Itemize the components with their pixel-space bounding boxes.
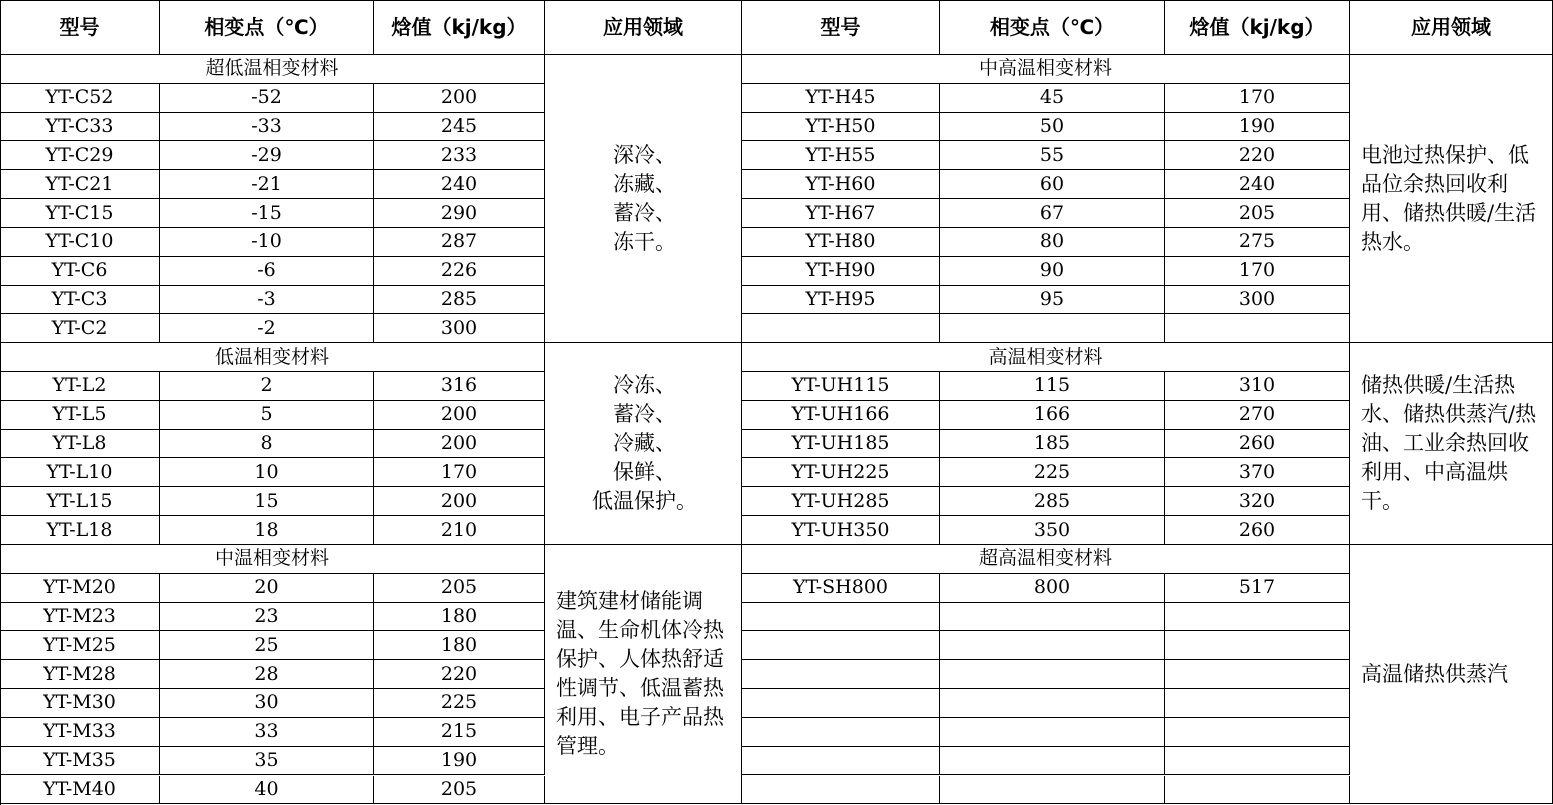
table-cell-text: 10 — [254, 460, 279, 483]
table-cell[interactable] — [1165, 199, 1350, 228]
table-cell[interactable] — [1165, 516, 1350, 545]
table-cell-text: YT-SH800 — [792, 576, 889, 599]
table-cell-text: 33 — [254, 720, 279, 743]
table-cell[interactable] — [940, 718, 1165, 747]
table-cell[interactable] — [940, 487, 1165, 516]
table-cell-text: 67 — [1039, 201, 1065, 224]
table-cell[interactable] — [160, 257, 374, 286]
table-cell-text: 220 — [1238, 143, 1276, 166]
table-cell[interactable] — [0, 170, 160, 199]
table-cell[interactable] — [0, 487, 160, 516]
table-cell-text: 517 — [1238, 576, 1276, 599]
table-cell[interactable] — [1165, 84, 1350, 113]
table-cell[interactable] — [374, 574, 545, 603]
table-cell[interactable] — [160, 113, 374, 142]
table-cell-text: YT-H50 — [805, 115, 876, 138]
table-cell-text: YT-UH115 — [791, 374, 890, 397]
table-cell-text: YT-C3 — [51, 287, 108, 310]
table-cell-text: 20 — [254, 576, 279, 599]
table-cell-text: YT-M23 — [43, 604, 116, 627]
table-cell-text: -33 — [251, 115, 282, 138]
table-cell[interactable] — [742, 199, 940, 228]
table-cell[interactable] — [940, 603, 1165, 632]
group-title-text: 高温相变材料 — [988, 345, 1103, 368]
table-cell[interactable] — [940, 776, 1165, 805]
table-cell[interactable] — [160, 401, 374, 430]
application-cell[interactable] — [545, 55, 742, 343]
table-cell-text: YT-L2 — [52, 374, 107, 397]
table-cell-text: YT-L8 — [52, 432, 107, 455]
table-cell-text: 35 — [254, 749, 279, 772]
table-cell[interactable] — [742, 401, 940, 430]
table-cell-text: 170 — [1238, 86, 1276, 109]
table-cell-text: YT-M28 — [43, 662, 116, 685]
table-cell-text: YT-M20 — [43, 576, 116, 599]
table-cell[interactable] — [1165, 631, 1350, 660]
table-cell[interactable] — [0, 458, 160, 487]
table-cell[interactable] — [374, 458, 545, 487]
table-cell-text: 15 — [254, 489, 279, 512]
table-cell-text: 30 — [254, 691, 279, 714]
group-title-text: 超高温相变材料 — [978, 547, 1112, 570]
table-cell-text: YT-C52 — [45, 86, 114, 109]
table-cell[interactable] — [374, 170, 545, 199]
table-cell[interactable] — [742, 430, 940, 459]
table-cell[interactable] — [374, 199, 545, 228]
table-cell[interactable] — [1165, 286, 1350, 315]
application-cell-text: 电池过热保护、低品位余热回收利用、储热供暖/生活热水。 — [1361, 142, 1537, 254]
table-cell[interactable] — [1165, 430, 1350, 459]
table-cell-text: YT-H45 — [805, 86, 876, 109]
table-cell[interactable] — [1165, 141, 1350, 170]
table-cell[interactable] — [940, 747, 1165, 776]
table-cell[interactable] — [940, 314, 1165, 343]
table-cell[interactable] — [374, 660, 545, 689]
table-cell[interactable] — [940, 372, 1165, 401]
table-cell-text: 200 — [440, 489, 478, 512]
table-cell[interactable] — [1165, 487, 1350, 516]
table-cell-text: -52 — [251, 86, 282, 109]
table-cell[interactable] — [742, 718, 940, 747]
table-cell[interactable] — [940, 689, 1165, 718]
table-cell[interactable] — [0, 113, 160, 142]
table-cell[interactable] — [374, 487, 545, 516]
table-cell-text: 5 — [260, 403, 273, 426]
table-cell-text: YT-C6 — [51, 259, 108, 282]
table-cell[interactable] — [742, 747, 940, 776]
table-cell-text: YT-C10 — [45, 230, 114, 253]
table-cell-text: 205 — [1238, 201, 1276, 224]
table-cell[interactable] — [940, 286, 1165, 315]
table-cell-text: 210 — [440, 518, 478, 541]
table-cell-text: YT-M40 — [43, 777, 116, 800]
table-cell-text: 233 — [440, 143, 478, 166]
table-cell-text: 40 — [254, 777, 279, 800]
table-cell-text: 2 — [260, 374, 273, 397]
table-cell-text: 225 — [1033, 460, 1071, 483]
table-cell[interactable] — [0, 574, 160, 603]
table-cell[interactable] — [374, 228, 545, 257]
table-cell[interactable] — [742, 257, 940, 286]
table-cell[interactable] — [940, 458, 1165, 487]
table-cell[interactable] — [940, 199, 1165, 228]
table-cell[interactable] — [374, 372, 545, 401]
table-cell-text: 50 — [1039, 115, 1065, 138]
table-cell[interactable] — [0, 257, 160, 286]
table-cell-text: 350 — [1033, 518, 1071, 541]
table-cell[interactable] — [940, 631, 1165, 660]
table-cell[interactable] — [940, 574, 1165, 603]
application-cell[interactable] — [545, 545, 742, 804]
table-cell-text: -10 — [251, 230, 282, 253]
table-cell-text: 300 — [1238, 287, 1276, 310]
table-cell-text: YT-H80 — [805, 230, 876, 253]
table-cell[interactable] — [742, 141, 940, 170]
table-cell-text: 45 — [1039, 86, 1065, 109]
table-cell-text: YT-L15 — [46, 489, 113, 512]
table-cell-text: 80 — [1039, 230, 1065, 253]
table-cell[interactable] — [160, 516, 374, 545]
table-cell[interactable] — [374, 401, 545, 430]
table-cell[interactable] — [160, 199, 374, 228]
table-cell-text: 18 — [254, 518, 279, 541]
table-cell[interactable] — [374, 689, 545, 718]
table-cell[interactable] — [1165, 718, 1350, 747]
table-cell-text: -2 — [257, 316, 276, 339]
table-cell-text: 220 — [440, 662, 478, 685]
header-cell-5-text: 相变点（℃） — [989, 15, 1115, 39]
table-cell[interactable] — [0, 718, 160, 747]
table-cell[interactable] — [940, 430, 1165, 459]
header-cell-3[interactable] — [545, 0, 742, 55]
table-cell-text: 287 — [440, 230, 478, 253]
table-cell[interactable] — [160, 458, 374, 487]
table-cell[interactable] — [742, 458, 940, 487]
table-cell[interactable] — [0, 689, 160, 718]
application-cell[interactable] — [1350, 55, 1553, 343]
table-cell-text: 285 — [1033, 489, 1071, 512]
table-cell[interactable] — [0, 372, 160, 401]
table-cell-text: YT-M25 — [43, 633, 116, 656]
table-cell-text: 245 — [440, 115, 478, 138]
table-cell[interactable] — [940, 141, 1165, 170]
group-title[interactable] — [742, 343, 1350, 372]
table-cell[interactable] — [160, 314, 374, 343]
table-cell-text: 180 — [440, 633, 478, 656]
group-title-text: 超低温相变材料 — [205, 57, 339, 80]
table-cell-text: YT-UH225 — [791, 460, 890, 483]
table-cell-text: 275 — [1238, 230, 1276, 253]
header-cell-2[interactable] — [374, 0, 545, 55]
group-title[interactable] — [0, 55, 545, 84]
table-cell-text: YT-H60 — [805, 172, 876, 195]
table-cell[interactable] — [160, 487, 374, 516]
table-cell[interactable] — [160, 372, 374, 401]
header-cell-0-text: 型号 — [59, 15, 100, 39]
table-cell[interactable] — [1165, 660, 1350, 689]
table-cell-text: YT-H67 — [805, 201, 876, 224]
table-cell-text: 240 — [440, 172, 478, 195]
header-cell-7-text: 应用领域 — [1411, 15, 1491, 39]
table-cell[interactable] — [940, 170, 1165, 199]
table-cell-text: 205 — [440, 777, 478, 800]
table-cell[interactable] — [374, 286, 545, 315]
table-cell[interactable] — [1165, 372, 1350, 401]
table-cell-text: YT-L10 — [46, 460, 113, 483]
table-cell-text: 115 — [1033, 374, 1071, 397]
table-cell[interactable] — [0, 84, 160, 113]
header-cell-5[interactable] — [940, 0, 1165, 55]
table-cell-text: YT-UH350 — [791, 518, 890, 541]
table-cell[interactable] — [0, 228, 160, 257]
table-cell-text: YT-H90 — [805, 259, 876, 282]
table-cell[interactable] — [160, 430, 374, 459]
table-cell[interactable] — [742, 516, 940, 545]
table-cell[interactable] — [742, 487, 940, 516]
table-cell-text: YT-UH166 — [791, 403, 890, 426]
table-cell-text: -21 — [251, 172, 282, 195]
table-cell-text: 166 — [1033, 403, 1071, 426]
table-cell[interactable] — [940, 113, 1165, 142]
table-cell[interactable] — [0, 516, 160, 545]
table-cell[interactable] — [160, 603, 374, 632]
table-cell[interactable] — [160, 689, 374, 718]
table-cell[interactable] — [742, 372, 940, 401]
table-cell[interactable] — [742, 631, 940, 660]
group-title[interactable] — [742, 545, 1350, 574]
table-cell-text: 55 — [1039, 143, 1065, 166]
table-cell[interactable] — [0, 747, 160, 776]
table-cell[interactable] — [0, 776, 160, 805]
table-cell[interactable] — [0, 286, 160, 315]
table-cell[interactable] — [160, 747, 374, 776]
header-cell-6-text: 焓值（kj/kg） — [1189, 15, 1325, 39]
table-cell[interactable] — [940, 516, 1165, 545]
table-cell[interactable] — [742, 113, 940, 142]
table-cell[interactable] — [160, 84, 374, 113]
group-title-text: 中高温相变材料 — [978, 57, 1112, 80]
table-cell[interactable] — [374, 257, 545, 286]
application-cell-text: 冷冻、 蓄冷、 冷藏、 保鲜、 低温保护。 — [592, 373, 697, 514]
table-cell-text: 300 — [440, 316, 478, 339]
table-cell-text: 226 — [440, 259, 478, 282]
table-cell-text: 28 — [254, 662, 279, 685]
table-cell[interactable] — [742, 84, 940, 113]
table-cell[interactable] — [0, 401, 160, 430]
table-cell-text: 205 — [440, 576, 478, 599]
table-cell-text: YT-H55 — [805, 143, 876, 166]
table-cell[interactable] — [374, 747, 545, 776]
table-cell[interactable] — [1165, 776, 1350, 805]
table-cell-text: YT-UH285 — [791, 489, 890, 512]
table-cell[interactable] — [374, 603, 545, 632]
table-cell[interactable] — [374, 718, 545, 747]
table-cell[interactable] — [1165, 257, 1350, 286]
table-cell[interactable] — [742, 314, 940, 343]
application-cell-text: 高温储热供蒸汽 — [1361, 661, 1508, 686]
table-cell[interactable] — [742, 603, 940, 632]
table-cell-text: YT-M30 — [43, 691, 116, 714]
table-cell[interactable] — [0, 314, 160, 343]
table-cell[interactable] — [374, 113, 545, 142]
group-title[interactable] — [0, 343, 545, 372]
table-cell[interactable] — [160, 631, 374, 660]
header-cell-1-text: 相变点（℃） — [204, 15, 329, 39]
table-cell[interactable] — [374, 776, 545, 805]
table-cell-text: 170 — [440, 460, 478, 483]
table-cell-text: 370 — [1238, 460, 1276, 483]
table-cell-text: 225 — [440, 691, 478, 714]
table-cell[interactable] — [160, 286, 374, 315]
table-cell[interactable] — [374, 84, 545, 113]
group-title[interactable] — [0, 545, 545, 574]
table-cell-text: YT-C2 — [51, 316, 108, 339]
table-cell-text: 200 — [440, 432, 478, 455]
table-cell-text: -15 — [251, 201, 282, 224]
table-cell-text: -3 — [257, 287, 276, 310]
table-cell-text: 200 — [440, 403, 478, 426]
table-cell[interactable] — [742, 689, 940, 718]
table-cell-text: 200 — [440, 86, 478, 109]
table-cell[interactable] — [940, 660, 1165, 689]
table-cell-text: YT-H95 — [805, 287, 876, 310]
table-cell-text: 25 — [254, 633, 279, 656]
table-cell[interactable] — [1165, 113, 1350, 142]
table-cell[interactable] — [1165, 747, 1350, 776]
table-cell[interactable] — [742, 286, 940, 315]
table-cell-text: 190 — [1238, 115, 1276, 138]
table-cell-text: 800 — [1033, 576, 1071, 599]
table-cell-text: 180 — [440, 604, 478, 627]
table-cell[interactable] — [742, 660, 940, 689]
table-cell[interactable] — [742, 574, 940, 603]
header-cell-6[interactable] — [1165, 0, 1350, 55]
table-cell-text: 310 — [1238, 374, 1276, 397]
table-cell[interactable] — [374, 314, 545, 343]
table-cell[interactable] — [160, 718, 374, 747]
table-cell[interactable] — [374, 631, 545, 660]
table-cell[interactable] — [374, 430, 545, 459]
table-cell-text: YT-C29 — [45, 143, 114, 166]
table-cell[interactable] — [160, 776, 374, 805]
table-cell-text: YT-M33 — [43, 720, 116, 743]
table-cell-text: 60 — [1039, 172, 1065, 195]
table-cell-text: 320 — [1238, 489, 1276, 512]
table-cell[interactable] — [940, 401, 1165, 430]
table-cell-text: 260 — [1238, 518, 1276, 541]
table-cell[interactable] — [0, 603, 160, 632]
table-cell-text: 170 — [1238, 259, 1276, 282]
table-cell[interactable] — [742, 228, 940, 257]
application-cell[interactable] — [1350, 545, 1553, 804]
group-title[interactable] — [742, 55, 1350, 84]
application-cell-text: 建筑建材储能调温、生命机体冷热保护、人体热舒适性调节、低温蓄热利用、电子产品热管理。 — [556, 589, 724, 759]
table-cell[interactable] — [1165, 458, 1350, 487]
table-cell-text: 95 — [1039, 287, 1065, 310]
table-cell[interactable] — [1165, 170, 1350, 199]
table-cell-text: YT-L18 — [46, 518, 113, 541]
table-cell-text: 316 — [440, 374, 478, 397]
table-cell-text: YT-C21 — [45, 172, 114, 195]
table-cell-text: YT-C15 — [45, 201, 114, 224]
header-cell-3-text: 应用领域 — [603, 15, 683, 39]
table-cell-text: 215 — [440, 720, 478, 743]
table-cell-text: 290 — [440, 201, 478, 224]
table-cell[interactable] — [160, 574, 374, 603]
table-cell[interactable] — [0, 199, 160, 228]
header-cell-2-text: 焓值（kj/kg） — [391, 15, 527, 39]
table-cell[interactable] — [742, 170, 940, 199]
header-cell-7[interactable] — [1350, 0, 1553, 55]
table-cell[interactable] — [1165, 603, 1350, 632]
table-cell[interactable] — [0, 660, 160, 689]
header-cell-4[interactable] — [742, 0, 940, 55]
group-title-text: 中温相变材料 — [214, 547, 329, 570]
group-title-text: 低温相变材料 — [214, 345, 329, 368]
table-cell[interactable] — [940, 228, 1165, 257]
header-cell-4-text: 型号 — [820, 15, 861, 39]
table-cell-text: -29 — [251, 143, 282, 166]
table-cell[interactable] — [0, 430, 160, 459]
table-cell[interactable] — [742, 776, 940, 805]
application-cell[interactable] — [1350, 343, 1553, 545]
table-cell[interactable] — [1165, 228, 1350, 257]
header-cell-1[interactable] — [160, 0, 374, 55]
table-cell[interactable] — [374, 516, 545, 545]
table-cell-text: YT-M35 — [43, 749, 116, 772]
table-cell[interactable] — [0, 141, 160, 170]
table-cell-text: 185 — [1033, 432, 1071, 455]
table-cell-text: YT-L5 — [52, 403, 107, 426]
table-cell[interactable] — [374, 141, 545, 170]
application-cell-text: 深冷、 冻藏、 蓄冷、 冻干。 — [613, 142, 676, 254]
table-cell[interactable] — [160, 141, 374, 170]
table-cell[interactable] — [0, 631, 160, 660]
table-cell-text: 270 — [1238, 403, 1276, 426]
table-cell[interactable] — [1165, 574, 1350, 603]
table-cell-text: 190 — [440, 749, 478, 772]
table-cell-text: 260 — [1238, 432, 1276, 455]
table-cell[interactable] — [160, 228, 374, 257]
table-cell-text: YT-UH185 — [791, 432, 890, 455]
table-cell[interactable] — [160, 170, 374, 199]
table-cell-text: 240 — [1238, 172, 1276, 195]
table-cell[interactable] — [160, 660, 374, 689]
table-cell[interactable] — [940, 84, 1165, 113]
application-cell-text: 储热供暖/生活热水、储热供蒸汽/热油、工业余热回收利用、中高温烘干。 — [1361, 373, 1537, 514]
table-cell-text: 23 — [254, 604, 279, 627]
table-cell-text: 285 — [440, 287, 478, 310]
application-cell[interactable] — [545, 343, 742, 545]
table-cell-text: -6 — [257, 259, 276, 282]
table-cell[interactable] — [1165, 314, 1350, 343]
table-cell[interactable] — [1165, 689, 1350, 718]
table-cell-text: 90 — [1039, 259, 1065, 282]
table-cell-text: 8 — [260, 432, 273, 455]
table-cell[interactable] — [940, 257, 1165, 286]
header-cell-0[interactable] — [0, 0, 160, 55]
table-cell[interactable] — [1165, 401, 1350, 430]
table-cell-text: YT-C33 — [45, 115, 114, 138]
